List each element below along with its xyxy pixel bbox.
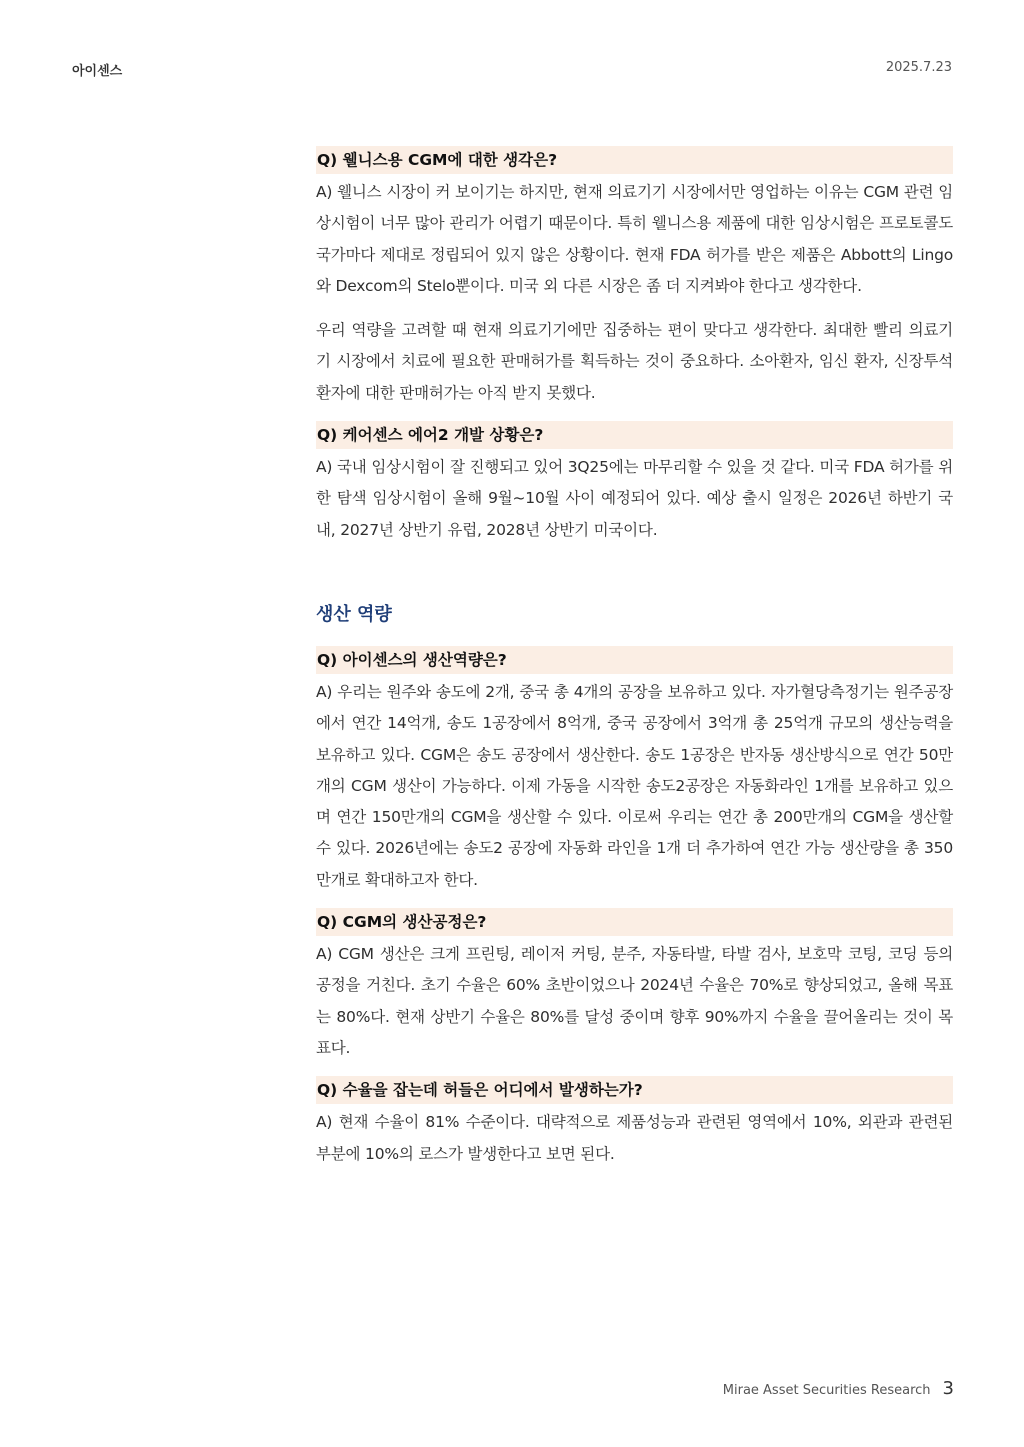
answer-paragraph: A) 웰니스 시장이 커 보이기는 하지만, 현재 의료기기 시장에서만 영업하는 이유는 CGM 관련 임상시험이 너무 많아 관리가 어렵기 때문이다. 특히 웰니스용 제품에 대한 임상시험은 프로토콜도 국가마다 제대로 정립되어 있지 않은 상황이다. 현재 FDA 허가를 받은 제품은 Abbott의 Lingo와 Dexcom의 Stelo뿐이다. 미국 외 다른 시장은 좀 더 지켜봐야 한다고 생각한다. [316,183,953,295]
answer-paragraph: A) 우리는 원주와 송도에 2개, 중국 총 4개의 공장을 보유하고 있다. 자가혈당측정기는 원주공장에서 연간 14억개, 송도 1공장에서 8억개, 중국 공장에서 3억개 총 25억개 규모의 생산능력을 보유하고 있다. CGM은 송도 공장에서 생산한다. 송도 1공장은 반자동 생산방식으로 연간 50만개의 CGM 생산이 가능하다. 이제 가동을 시작한 송도2공장은 자동화라인 1개를 보유하고 있으며 연간 150만개의 CGM을 생산할 수 있다. 이로써 우리는 연간 총 200만개의 CGM을 생산할 수 있다. 2026년에는 송도2 공장에 자동화 라인을 1개 더 추가하여 연간 가능 생산량을 총 350만개로 확대하고자 한다. [316,682,953,889]
question-production-capacity: Q) 아이센스의 생산역량은? [316,646,953,674]
header-date: 2025.7.23 [885,60,952,75]
answer-paragraph: A) 현재 수율이 81% 수준이다. 대략적으로 제품성능과 관련된 영역에서 10%, 외관과 관련된 부분에 10%의 로스가 발생한다고 보면 된다. [316,1113,953,1163]
answer-paragraph: A) 국내 임상시험이 잘 진행되고 있어 3Q25에는 마무리할 수 있을 것 같다. 미국 FDA 허가를 위한 탐색 임상시험이 올해 9월~10월 사이 예정되어 있다. 예상 출시 일정은 2026년 하반기 국내, 2027년 상반기 유럽, 2028년 상반기 미국이다. [316,458,953,539]
main-content [316,146,953,1170]
answer-paragraph: A) CGM 생산은 크게 프린팅, 레이저 커팅, 분주, 자동타발, 타발 검사, 보호막 코팅, 코딩 등의 공정을 거친다. 초기 수율은 60% 초반이었으나 2024년 수율은 70%로 향상되었고, 올해 목표는 80%다. 현재 상반기 수율은 80%를 달성 중이며 향후 90%까지 수율을 끌어올리는 것이 목표다. [316,945,953,1057]
page-number: 3 [942,1378,954,1399]
question-production-process: Q) CGM의 생산공정은? [316,908,953,936]
question-caresens-air2: Q) 케어센스 에어2 개발 상황은? [316,421,953,449]
footer-publisher: Mirae Asset Securities Research [722,1383,931,1398]
section-title-production: 생산 역량 [316,603,392,625]
footer [723,1378,954,1406]
answer-paragraph: 우리 역량을 고려할 때 현재 의료기기에만 집중하는 편이 맞다고 생각한다. 최대한 빨리 의료기기 시장에서 치료에 필요한 판매허가를 획득하는 것이 중요하다. 소아환자, 임신 환자, 신장투석환자에 대한 판매허가는 아직 받지 못했다. [316,321,953,402]
question-wellness-cgm: Q) 웰니스용 CGM에 대한 생각은? [316,146,953,174]
header-company: 아이센스 [72,64,123,79]
question-yield-hurdle: Q) 수율을 잡는데 허들은 어디에서 발생하는가? [316,1076,953,1104]
